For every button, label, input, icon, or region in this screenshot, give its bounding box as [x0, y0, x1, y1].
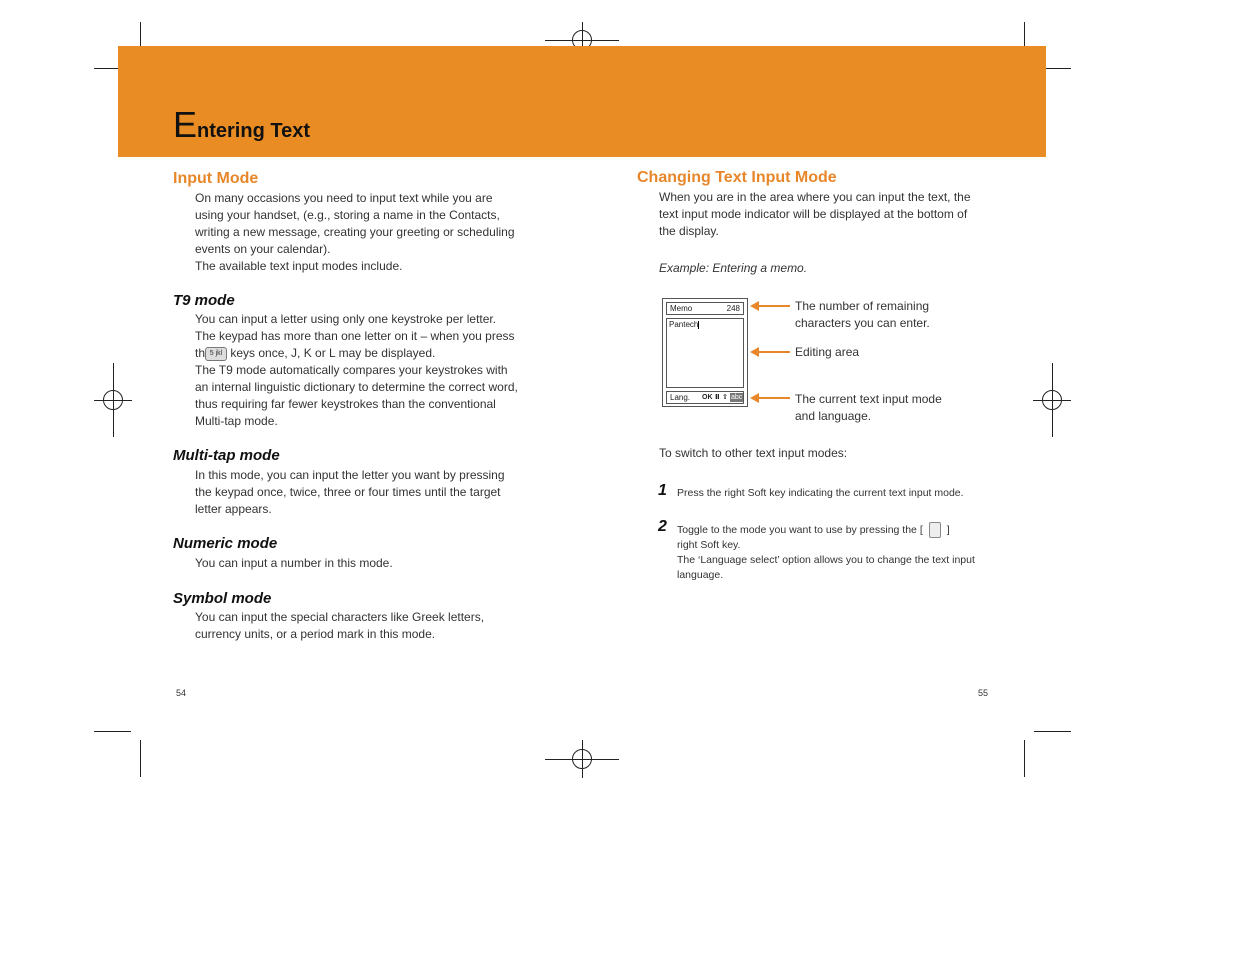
registration-mark [572, 749, 592, 769]
text-line: currency units, or a period mark in this mode. [195, 627, 436, 641]
text-line: The available text input modes include. [195, 259, 403, 273]
text-cursor [698, 321, 699, 329]
multitap-mode-heading: Multi-tap mode [173, 447, 280, 464]
text-line: thus requiring far fewer keystrokes than the conventional [195, 397, 496, 411]
text-fragment: th [195, 346, 206, 360]
text-line: On many occasions you need to input text while you are [195, 191, 493, 205]
text-line: language. [677, 569, 724, 581]
memo-header-bar [666, 302, 744, 315]
text-line: The keypad has more than one letter on it – when you press [195, 329, 515, 343]
callout-remaining [795, 298, 930, 332]
numeric-mode-heading: Numeric mode [173, 535, 278, 552]
step-1-text: Press the right Soft key indicating the current text input mode. [677, 487, 964, 499]
t9-mode-body [195, 311, 518, 430]
page-number-left: 54 [176, 688, 187, 698]
input-mode-heading: Input Mode [173, 170, 259, 187]
shift-arrow-icon: ⇧ [722, 394, 728, 401]
example-caption: Example: Entering a memo. [659, 261, 808, 275]
crop-mark [1024, 740, 1025, 777]
text-line: The T9 mode automatically compares your keystrokes with [195, 363, 508, 377]
text-line: using your handset, (e.g., storing a name in the Contacts, [195, 208, 500, 222]
text-line: The current text input mode [795, 392, 942, 406]
text-line: and language. [795, 409, 872, 423]
text-line: You can input a letter using only one keystroke per letter. [195, 312, 497, 326]
step-number: 1 [658, 482, 667, 499]
text-line: the display. [659, 224, 719, 238]
text-line: letter appears. [195, 502, 272, 516]
editing-area [666, 318, 744, 388]
text-line: When you are in the area where you can input the text, the [659, 190, 971, 204]
multitap-mode-body [195, 467, 505, 518]
numeric-mode-body [195, 555, 393, 572]
step-number: 2 [658, 518, 667, 535]
right-soft-key-icon [929, 522, 941, 538]
mode-indicator-bar [666, 391, 744, 404]
page-number-right: 55 [978, 688, 989, 698]
text-line: The ‘Language select’ option allows you to change the text input [677, 554, 975, 566]
text-line: writing a new message, creating your greeting or scheduling [195, 225, 515, 239]
text-fragment: ] [946, 523, 950, 536]
text-fragment: Toggle to the mode you want to use by pressing the [ [677, 523, 923, 536]
memo-label: Memo [670, 304, 693, 313]
text-line: The number of remaining [795, 299, 930, 313]
text-line: In this mode, you can input the letter you want by pressing [195, 468, 505, 482]
keypad-5-icon: 5 jkl [205, 347, 227, 361]
language-label: Lang. [670, 393, 691, 402]
symbol-mode-heading: Symbol mode [173, 590, 272, 607]
edit-text: Pantech [669, 320, 699, 329]
text-line: Multi-tap mode. [195, 414, 278, 428]
input-mode-body [195, 190, 515, 275]
text-line: characters you can enter. [795, 316, 930, 330]
switch-intro: To switch to other text input modes: [659, 446, 848, 460]
callout-mode [795, 391, 942, 425]
symbol-mode-body [195, 609, 484, 643]
changing-mode-intro [659, 189, 971, 240]
arrow-line [758, 397, 790, 399]
text-line: text input mode indicator will be displayed at the bottom of [659, 207, 968, 221]
text-fragment: keys once, J, K or L may be displayed. [227, 346, 436, 360]
text-line [195, 345, 518, 362]
crop-mark [1034, 731, 1071, 732]
callout-editing: Editing area [795, 345, 860, 359]
step-2-text [677, 522, 975, 583]
remaining-count: 248 [726, 304, 740, 313]
text-line: events on your calendar). [195, 242, 331, 256]
arrow-line [758, 351, 790, 353]
abc-mode-icon: abc [731, 394, 743, 401]
text-line: You can input a number in this mode. [195, 556, 393, 570]
text-line: right Soft key. [677, 539, 741, 551]
t9-mode-heading: T9 mode [173, 292, 235, 309]
page-title [173, 104, 310, 146]
crop-mark [94, 731, 131, 732]
arrow-line [758, 305, 790, 307]
title-initial: E [173, 104, 198, 145]
changing-mode-heading: Changing Text Input Mode [637, 169, 837, 186]
text-line: You can input the special characters like Greek letters, [195, 610, 485, 624]
registration-mark [103, 390, 123, 410]
header-banner [118, 46, 1046, 157]
mode-indicator-icon: Ⅱ [715, 394, 720, 401]
text-line: the keypad once, twice, three or four times until the target [195, 485, 501, 499]
text-line [677, 522, 975, 538]
crop-mark [140, 740, 141, 777]
ok-indicator-icon: OK [702, 394, 713, 401]
text-line: an internal linguistic dictionary to determine the correct word, [195, 380, 518, 394]
phone-screen-illustration [662, 298, 748, 407]
registration-mark [1042, 390, 1062, 410]
title-rest: ntering Text [197, 120, 310, 142]
